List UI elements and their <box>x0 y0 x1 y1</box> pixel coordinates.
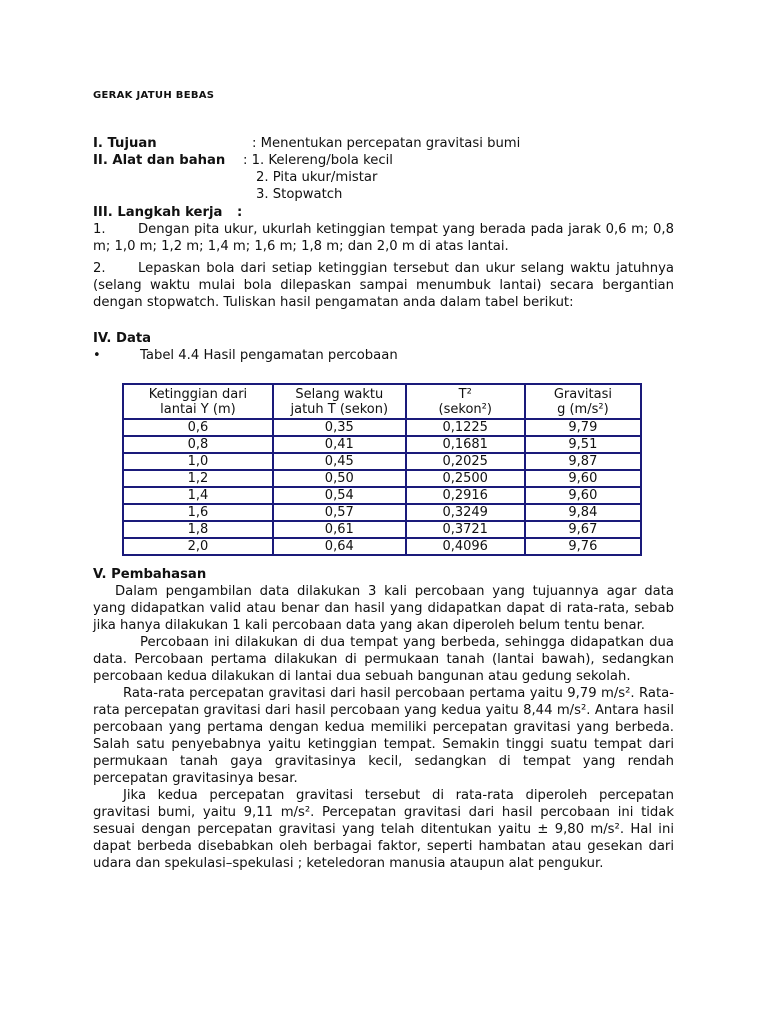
cell-gravity: 9,60 <box>525 487 641 504</box>
langkah-colon: : <box>237 205 243 220</box>
step-2-number: 2. <box>93 261 106 276</box>
cell-height: 1,8 <box>123 521 273 538</box>
table-header-row <box>123 384 641 419</box>
cell-time: 0,35 <box>273 419 406 436</box>
header-height: Ketinggian dari lantai Y (m) <box>123 384 273 419</box>
cell-height: 0,6 <box>123 419 273 436</box>
table-row <box>123 538 641 555</box>
cell-gravity: 9,60 <box>525 470 641 487</box>
table-row <box>123 487 641 504</box>
cell-height: 0,8 <box>123 436 273 453</box>
table-row <box>123 521 641 538</box>
step-2 <box>93 260 674 311</box>
cell-gravity: 9,84 <box>525 504 641 521</box>
langkah-label: III. Langkah kerja <box>93 205 223 220</box>
discussion <box>93 583 674 872</box>
tujuan-label: I. Tujuan <box>93 136 157 151</box>
step-1-text: Dengan pita ukur, ukurlah ketinggian tempat yang berada pada jarak 0,6 m; 0,8 m; 1,0 m; 1,2 m; 1,4 m; 1,6 m; 1,8 m; dan 2,0 m di atas lantai. <box>93 222 674 254</box>
table-row <box>123 504 641 521</box>
table-row <box>123 470 641 487</box>
cell-gravity: 9,67 <box>525 521 641 538</box>
cell-time: 0,61 <box>273 521 406 538</box>
cell-time-squared: 0,2025 <box>406 453 525 470</box>
cell-height: 1,2 <box>123 470 273 487</box>
cell-gravity: 9,51 <box>525 436 641 453</box>
discussion-paragraph-2: Percobaan ini dilakukan di dua tempat yang berbeda, sehingga didapatkan dua data. Percobaan pertama dilakukan di permukaan tanah (lantai bawah), sedangkan percobaan kedua dilakukan di lantai dua sebuah bangunan atau gedung sekolah. <box>93 635 674 684</box>
cell-time: 0,45 <box>273 453 406 470</box>
cell-time: 0,57 <box>273 504 406 521</box>
cell-gravity: 9,87 <box>525 453 641 470</box>
header-time-squared: T² (sekon²) <box>406 384 525 419</box>
cell-time-squared: 0,1225 <box>406 419 525 436</box>
pembahasan-label: V. Pembahasan <box>93 567 207 582</box>
step-1 <box>93 221 674 255</box>
table-row <box>123 436 641 453</box>
cell-time-squared: 0,1681 <box>406 436 525 453</box>
alat-item-3: 3. Stopwatch <box>256 187 343 202</box>
header-gravity: Gravitasi g (m/s²) <box>525 384 641 419</box>
alat-label: II. Alat dan bahan <box>93 153 226 168</box>
tujuan-text: : Menentukan percepatan gravitasi bumi <box>252 136 521 151</box>
cell-gravity: 9,76 <box>525 538 641 555</box>
table-caption: Tabel 4.4 Hasil pengamatan percobaan <box>140 348 398 363</box>
table-row <box>123 419 641 436</box>
cell-time-squared: 0,3249 <box>406 504 525 521</box>
cell-height: 2,0 <box>123 538 273 555</box>
cell-height: 1,4 <box>123 487 273 504</box>
cell-time: 0,64 <box>273 538 406 555</box>
bullet-icon: • <box>93 348 101 363</box>
table-row <box>123 453 641 470</box>
cell-gravity: 9,79 <box>525 419 641 436</box>
discussion-paragraph-1: Dalam pengambilan data dilakukan 3 kali percobaan yang tujuannya agar data yang didapatkan valid atau benar dan hasil yang didapatkan dapat di rata-rata, sebab jika hanya dilakukan 1 kali percobaan data yang akan diperoleh belum tentu benar. <box>93 584 674 633</box>
cell-time-squared: 0,2500 <box>406 470 525 487</box>
discussion-paragraph-3: Rata-rata percepatan gravitasi dari hasil percobaan pertama yaitu 9,79 m/s². Rata-rata percepatan gravitasi dari hasil percobaan yang kedua yaitu 8,44 m/s². Antara hasil percobaan yang pertama dengan kedua memiliki percepatan gravitasi yang berbeda. Salah satu penyebabnya yaitu ketinggian tempat. Semakin tinggi suatu tempat dari permukaan tanah gaya gravitasinya kecil, sedangkan di tempat yang rendah percepatan gravitasinya besar. <box>93 686 674 786</box>
cell-height: 1,6 <box>123 504 273 521</box>
cell-time-squared: 0,2916 <box>406 487 525 504</box>
header-time: Selang waktu jatuh T (sekon) <box>273 384 406 419</box>
cell-time-squared: 0,4096 <box>406 538 525 555</box>
cell-height: 1,0 <box>123 453 273 470</box>
results-table <box>122 383 642 556</box>
step-1-number: 1. <box>93 222 106 237</box>
step-2-text: Lepaskan bola dari setiap ketinggian tersebut dan ukur selang waktu jatuhnya (selang waktu mulai bola dilepaskan sampai menumbuk lantai) secara bergantian dengan stopwatch. Tuliskan hasil pengamatan anda dalam tabel berikut: <box>93 261 674 310</box>
alat-item-2: 2. Pita ukur/mistar <box>256 170 378 185</box>
cell-time: 0,50 <box>273 470 406 487</box>
cell-time: 0,41 <box>273 436 406 453</box>
cell-time-squared: 0,3721 <box>406 521 525 538</box>
data-label: IV. Data <box>93 331 152 346</box>
discussion-paragraph-4: Jika kedua percepatan gravitasi tersebut di rata-rata diperoleh percepatan gravitasi bumi, yaitu 9,11 m/s². Percepatan gravitasi dari hasil percobaan ini tidak sesuai dengan percepatan gravitasi yang telah ditentukan yaitu ± 9,80 m/s². Hal ini dapat berbeda disebabkan oleh berbagai faktor, seperti hambatan atau gesekan dari udara dan spekulasi–spekulasi ; keteledoran manusia ataupun alat pengukur. <box>93 788 674 871</box>
alat-item-1: : 1. Kelereng/bola kecil <box>243 153 393 168</box>
cell-time: 0,54 <box>273 487 406 504</box>
document-title: GERAK JATUH BEBAS <box>93 90 215 101</box>
